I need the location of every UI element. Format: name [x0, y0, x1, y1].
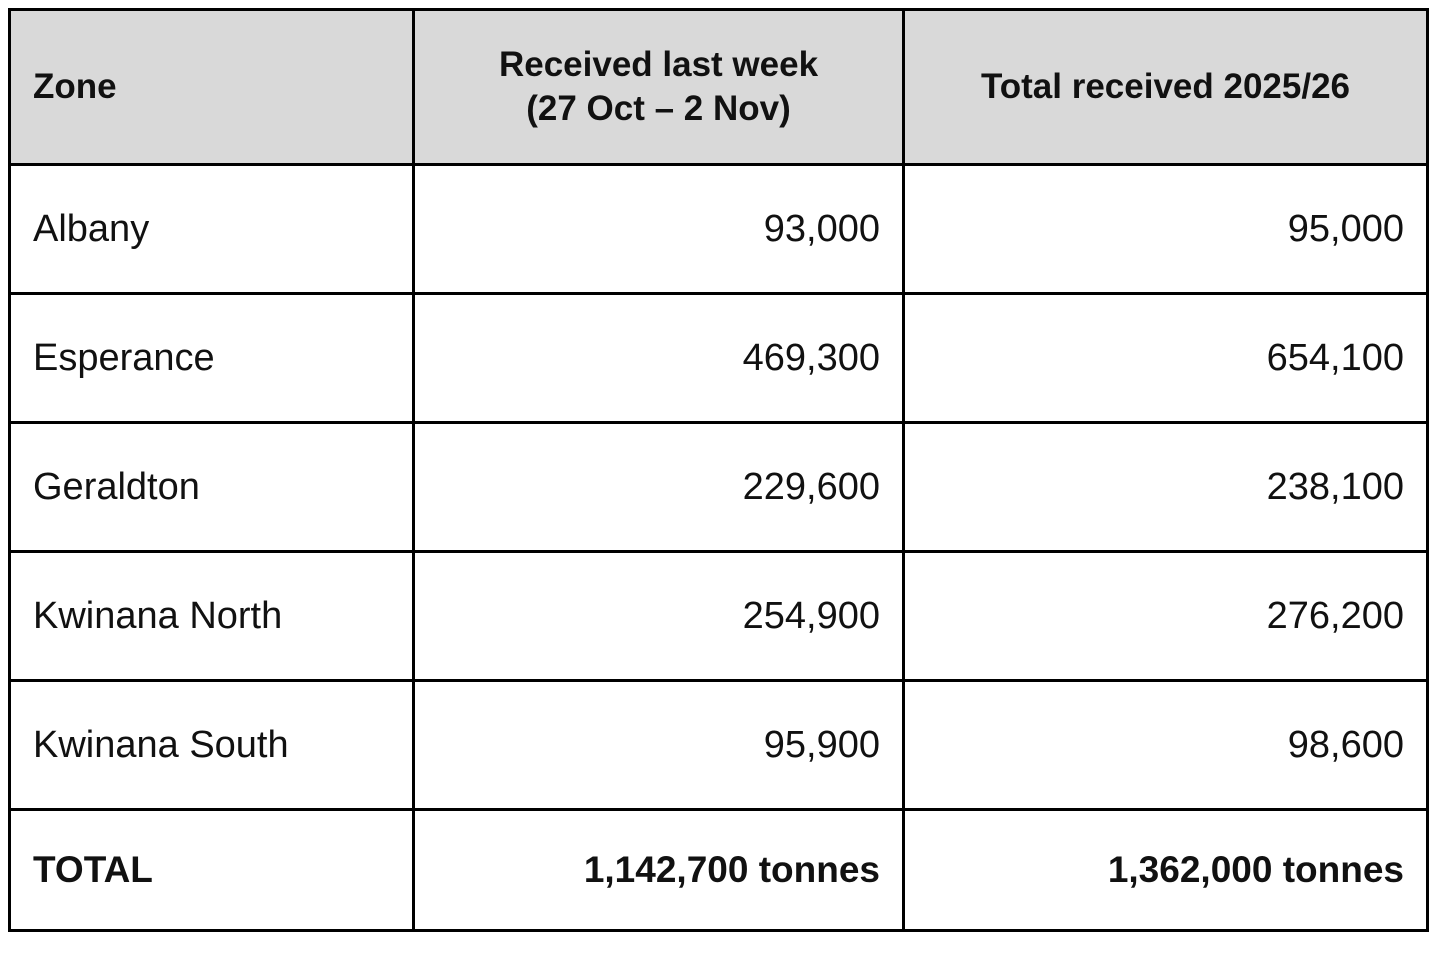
cell-total-received: 238,100	[904, 423, 1428, 552]
table-row	[10, 681, 1428, 810]
column-header-total-received: Total received 2025/26	[904, 10, 1428, 165]
table-body	[10, 165, 1428, 931]
cell-received-last-week: 95,900	[414, 681, 904, 810]
cell-zone: Albany	[10, 165, 414, 294]
column-header-received-last-week-line2: (27 Oct – 2 Nov)	[526, 89, 791, 128]
table-total-row	[10, 810, 1428, 931]
cell-received-last-week: 229,600	[414, 423, 904, 552]
cell-total-received-last-week: 1,142,700 tonnes	[414, 810, 904, 931]
table-row	[10, 423, 1428, 552]
cell-total-received: 276,200	[904, 552, 1428, 681]
cell-total-received-season: 1,362,000 tonnes	[904, 810, 1428, 931]
grain-receivals-table	[8, 8, 1429, 932]
column-header-received-last-week	[414, 10, 904, 165]
cell-zone: Esperance	[10, 294, 414, 423]
cell-total-received: 98,600	[904, 681, 1428, 810]
cell-total-received: 95,000	[904, 165, 1428, 294]
grain-receivals-table-container	[8, 8, 1426, 932]
cell-total-received: 654,100	[904, 294, 1428, 423]
cell-received-last-week: 93,000	[414, 165, 904, 294]
column-header-zone: Zone	[10, 10, 414, 165]
cell-total-label: TOTAL	[10, 810, 414, 931]
cell-zone: Kwinana South	[10, 681, 414, 810]
cell-zone: Geraldton	[10, 423, 414, 552]
table-row	[10, 294, 1428, 423]
cell-received-last-week: 469,300	[414, 294, 904, 423]
cell-zone: Kwinana North	[10, 552, 414, 681]
table-header	[10, 10, 1428, 165]
table-row	[10, 552, 1428, 681]
table-row	[10, 165, 1428, 294]
cell-received-last-week: 254,900	[414, 552, 904, 681]
column-header-received-last-week-line1: Received last week	[498, 45, 819, 85]
table-header-row	[10, 10, 1428, 165]
